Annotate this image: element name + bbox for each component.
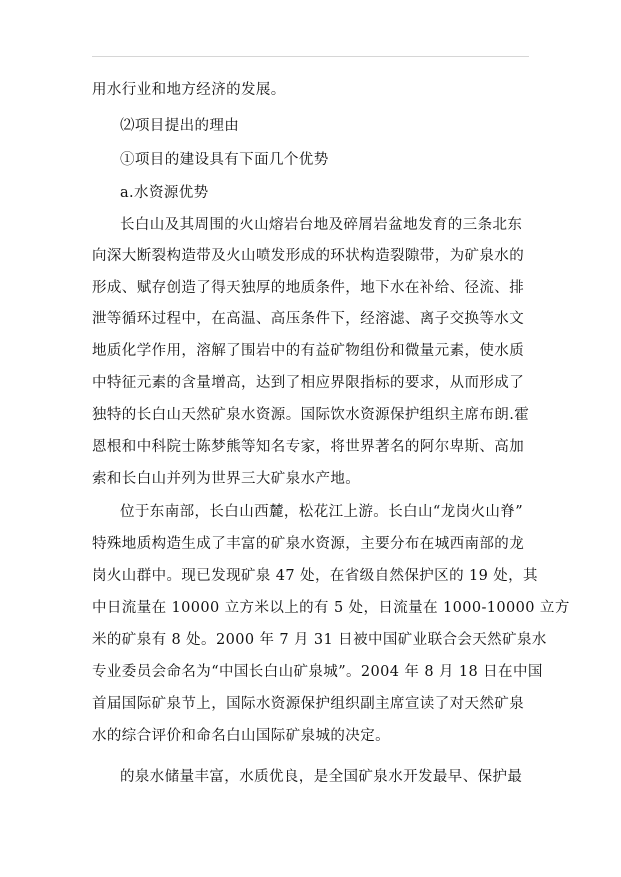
paragraph-1-line-9: 索和长白山并列为世界三大矿泉水产地。 [92, 471, 361, 487]
paragraph-1-line-1: 长白山及其周围的火山熔岩台地及碎屑岩盆地发育的三条北东 [120, 217, 523, 233]
paragraph-1-line-4: 泄等循环过程中，在高温、高压条件下，经溶滤、离子交换等水文 [92, 311, 525, 327]
paragraph-1-line-3: 形成、赋存创造了得天独厚的地质条件，地下水在补给、径流、排 [92, 280, 525, 296]
paragraph-1-line-8: 恩根和中科院士陈梦熊等知名专家，将世界著名的阿尔卑斯、高加 [92, 439, 525, 455]
paragraph-2-line-5: 米的矿泉有 8 处。2000 年 7 月 31 日被中国矿业联合会天然矿泉水 [92, 632, 547, 648]
paragraph-1-line-2: 向深大断裂构造带及火山喷发形成的环状构造裂隙带，为矿泉水的 [92, 248, 525, 264]
paragraph-2-line-4: 中日流量在 10000 立方米以上的有 5 处，日流量在 1000-10000 立方 [92, 600, 570, 616]
paragraph-2-line-2: 特殊地质构造生成了丰富的矿泉水资源，主要分布在城西南部的龙 [92, 536, 525, 552]
item-heading-water-resource: a.水资源优势 [120, 185, 209, 201]
paragraph-2-line-3: 岗火山群中。现已发现矿泉 47 处，在省级自然保护区的 19 处，其 [92, 568, 538, 584]
paragraph-2-line-8: 水的综合评价和命名白山国际矿泉城的决定。 [92, 728, 390, 744]
paragraph-1-line-5: 地质化学作用，溶解了围岩中的有益矿物组份和微量元素，使水质 [92, 343, 525, 359]
subsection-heading-advantages: ①项目的建设具有下面几个优势 [120, 152, 329, 168]
paragraph-2-line-7: 首届国际矿泉节上，国际水资源保护组织副主席宣读了对天然矿泉 [92, 696, 525, 712]
paragraph-1-line-7: 独特的长白山天然矿泉水资源。国际饮水资源保护组织主席布朗.霍 [92, 407, 530, 423]
paragraph-2-line-6: 专业委员会命名为“中国长白山矿泉城”。2004 年 8 月 18 日在中国 [92, 664, 543, 680]
paragraph-1-line-6: 中特征元素的含量增高，达到了相应界限指标的要求，从而形成了 [92, 375, 525, 391]
header-divider [92, 56, 529, 57]
paragraph-2-line-1: 位于东南部，长白山西麓，松花江上游。长白山“龙岗火山脊” [120, 504, 524, 520]
paragraph-3-line-1: 的泉水储量丰富，水质优良，是全国矿泉水开发最早、保护最 [120, 769, 523, 785]
section-heading-reasons: ⑵项目提出的理由 [120, 118, 240, 134]
text-line-1: 用水行业和地方经济的发展。 [92, 82, 286, 98]
